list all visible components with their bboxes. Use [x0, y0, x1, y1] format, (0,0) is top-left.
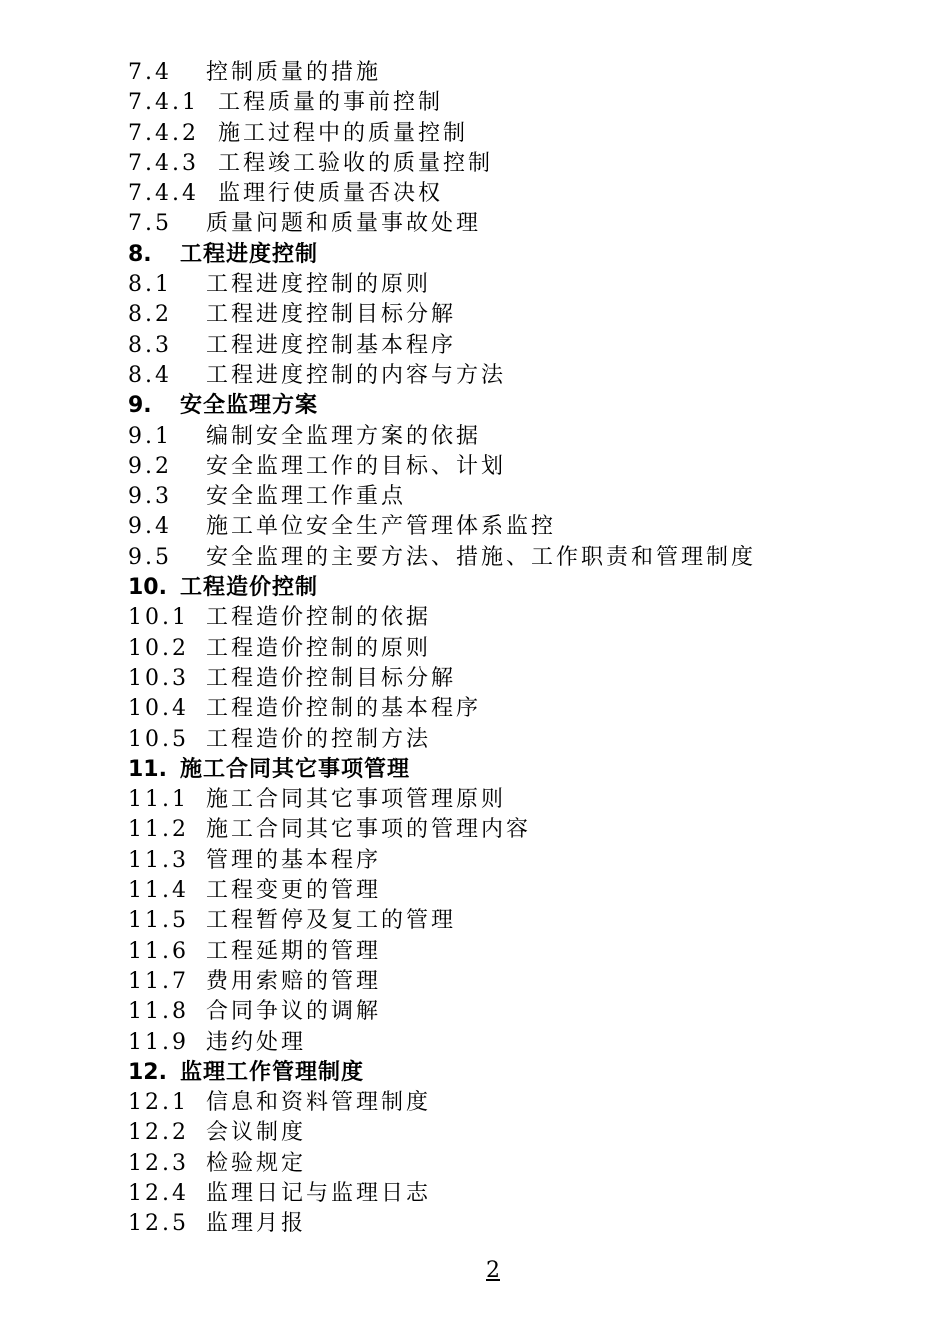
toc-entry-title: 信息和资料管理制度: [206, 1090, 432, 1116]
toc-entry[interactable]: [128, 846, 908, 876]
toc-entry-number: 11.6: [128, 938, 189, 964]
toc-entry[interactable]: [128, 1118, 908, 1148]
toc-entry-number: 11.: [128, 756, 167, 782]
toc-entry[interactable]: [128, 937, 908, 967]
toc-entry-number: 9.5: [128, 544, 172, 570]
toc-entry-title: 会议制度: [206, 1120, 307, 1146]
toc-entry-number: 11.4: [128, 878, 189, 904]
toc-entry-title: 监理行使质量否决权: [218, 181, 444, 207]
toc-entry[interactable]: [128, 664, 908, 694]
toc-entry-title: 安全监理方案: [180, 393, 319, 419]
toc-entry-number: 12.2: [128, 1120, 189, 1146]
toc-entry-number: 8.2: [128, 302, 172, 328]
toc-entry-title: 工程进度控制基本程序: [206, 332, 457, 358]
toc-entry-title: 工程竣工验收的质量控制: [218, 150, 494, 176]
toc-entry[interactable]: [128, 179, 908, 209]
toc-entry-number: 7.4.4: [128, 181, 199, 207]
toc-entry-title: 检验规定: [206, 1150, 307, 1176]
toc-entry-number: 8.3: [128, 332, 172, 358]
toc-entry-title: 工程造价控制目标分解: [206, 665, 457, 691]
toc-entry-title: 施工合同其它事项管理: [180, 756, 411, 782]
toc-entry[interactable]: [128, 997, 908, 1027]
toc-entry-number: 7.5: [128, 211, 172, 237]
toc-entry[interactable]: [128, 815, 908, 845]
toc-entry[interactable]: [128, 603, 908, 633]
toc-entry[interactable]: [128, 967, 908, 997]
toc-entry[interactable]: [128, 88, 908, 118]
toc-entry-title: 安全监理的主要方法、措施、工作职责和管理制度: [206, 544, 757, 570]
toc-entry[interactable]: [128, 422, 908, 452]
toc-entry[interactable]: [128, 482, 908, 512]
toc-entry[interactable]: [128, 512, 908, 542]
toc-entry-number: 12.3: [128, 1150, 189, 1176]
toc-entry-number: 11.9: [128, 1029, 189, 1055]
toc-entry-title: 质量问题和质量事故处理: [206, 211, 482, 237]
toc-entry-number: 11.3: [128, 847, 189, 873]
toc-entry[interactable]: [128, 906, 908, 936]
toc-entry-number: 9.1: [128, 423, 172, 449]
toc-entry-title: 监理日记与监理日志: [206, 1180, 432, 1206]
toc-entry-title: 施工单位安全生产管理体系监控: [206, 514, 557, 540]
toc-entry-title: 工程进度控制的原则: [206, 272, 432, 298]
toc-entry-number: 10.5: [128, 726, 189, 752]
toc-entry-title: 工程造价控制的基本程序: [206, 696, 482, 722]
toc-entry-number: 10.: [128, 575, 167, 601]
toc-entry-title: 工程质量的事前控制: [218, 90, 444, 116]
toc-entry-number: 7.4.2: [128, 120, 199, 146]
toc-entry-title: 工程造价控制: [180, 575, 319, 601]
toc-entry-number: 12.4: [128, 1180, 189, 1206]
toc-entry[interactable]: [128, 543, 908, 573]
toc-entry[interactable]: [128, 1028, 908, 1058]
toc-entry[interactable]: [128, 725, 908, 755]
toc-entry-number: 9.4: [128, 514, 172, 540]
toc-entry[interactable]: [128, 209, 908, 239]
toc-entry-number: 9.2: [128, 453, 172, 479]
toc-entry-title: 编制安全监理方案的依据: [206, 423, 482, 449]
toc-entry[interactable]: [128, 119, 908, 149]
page-number: 2: [486, 1258, 500, 1283]
toc-chapter-heading[interactable]: [128, 391, 908, 421]
toc-entry-number: 11.2: [128, 817, 189, 843]
toc-entry-number: 9.3: [128, 484, 172, 510]
toc-entry-title: 安全监理工作的目标、计划: [206, 453, 507, 479]
toc-entry-title: 管理的基本程序: [206, 847, 382, 873]
toc-entry-number: 9.: [128, 393, 152, 419]
toc-entry-number: 8.4: [128, 362, 172, 388]
toc-entry[interactable]: [128, 452, 908, 482]
toc-entry-number: 8.1: [128, 272, 172, 298]
toc-entry-title: 违约处理: [206, 1029, 307, 1055]
toc-entry-title: 监理月报: [206, 1211, 307, 1237]
toc-entry-title: 施工合同其它事项管理原则: [206, 787, 507, 813]
toc-entry-number: 11.5: [128, 908, 189, 934]
toc-entry[interactable]: [128, 270, 908, 300]
toc-entry-title: 安全监理工作重点: [206, 484, 407, 510]
toc-entry[interactable]: [128, 300, 908, 330]
toc-entry[interactable]: [128, 785, 908, 815]
toc-entry[interactable]: [128, 634, 908, 664]
toc-entry-title: 工程造价控制的原则: [206, 635, 432, 661]
toc-entry-number: 7.4.3: [128, 150, 199, 176]
toc-entry[interactable]: [128, 331, 908, 361]
toc-chapter-heading[interactable]: [128, 1058, 908, 1088]
toc-entry-number: 10.2: [128, 635, 189, 661]
toc-entry-number: 10.1: [128, 605, 189, 631]
toc-entry-number: 12.1: [128, 1090, 189, 1116]
toc-entry-number: 7.4.1: [128, 90, 199, 116]
toc-entry[interactable]: [128, 58, 908, 88]
toc-entry-title: 工程进度控制目标分解: [206, 302, 457, 328]
toc-entry-number: 12.5: [128, 1211, 189, 1237]
toc-entry[interactable]: [128, 876, 908, 906]
toc-entry-number: 10.3: [128, 665, 189, 691]
toc-entry-number: 12.: [128, 1059, 167, 1085]
toc-entry-title: 工程暂停及复工的管理: [206, 908, 457, 934]
toc-entry-number: 11.8: [128, 999, 189, 1025]
toc-entry-number: 11.7: [128, 968, 189, 994]
toc-entry-title: 工程造价的控制方法: [206, 726, 432, 752]
toc-entry[interactable]: [128, 1088, 908, 1118]
toc-entry-title: 施工合同其它事项的管理内容: [206, 817, 532, 843]
toc-entry-title: 工程造价控制的依据: [206, 605, 432, 631]
toc-entry-number: 8.: [128, 241, 152, 267]
toc-chapter-heading[interactable]: [128, 573, 908, 603]
toc-entry-title: 工程进度控制的内容与方法: [206, 362, 507, 388]
toc-chapter-heading[interactable]: [128, 755, 908, 785]
toc-entry-title: 费用索赔的管理: [206, 968, 382, 994]
toc-entry[interactable]: [128, 361, 908, 391]
toc-entry-number: 7.4: [128, 60, 172, 85]
toc-entry-number: 10.4: [128, 696, 189, 722]
toc-entry-title: 工程延期的管理: [206, 938, 382, 964]
toc-entry[interactable]: [128, 1149, 908, 1179]
toc-entry[interactable]: [128, 1179, 908, 1209]
toc-entry[interactable]: [128, 149, 908, 179]
toc-entry-title: 工程变更的管理: [206, 878, 382, 904]
toc-entry-title: 控制质量的措施: [206, 60, 382, 85]
toc-entry[interactable]: [128, 1209, 908, 1239]
toc-entry-number: 11.1: [128, 787, 189, 813]
table-of-contents: [128, 58, 908, 1240]
toc-entry-title: 工程进度控制: [180, 241, 319, 267]
toc-chapter-heading[interactable]: [128, 240, 908, 270]
toc-entry[interactable]: [128, 694, 908, 724]
toc-entry-title: 合同争议的调解: [206, 999, 382, 1025]
toc-entry-title: 监理工作管理制度: [180, 1059, 365, 1085]
toc-entry-title: 施工过程中的质量控制: [218, 120, 469, 146]
